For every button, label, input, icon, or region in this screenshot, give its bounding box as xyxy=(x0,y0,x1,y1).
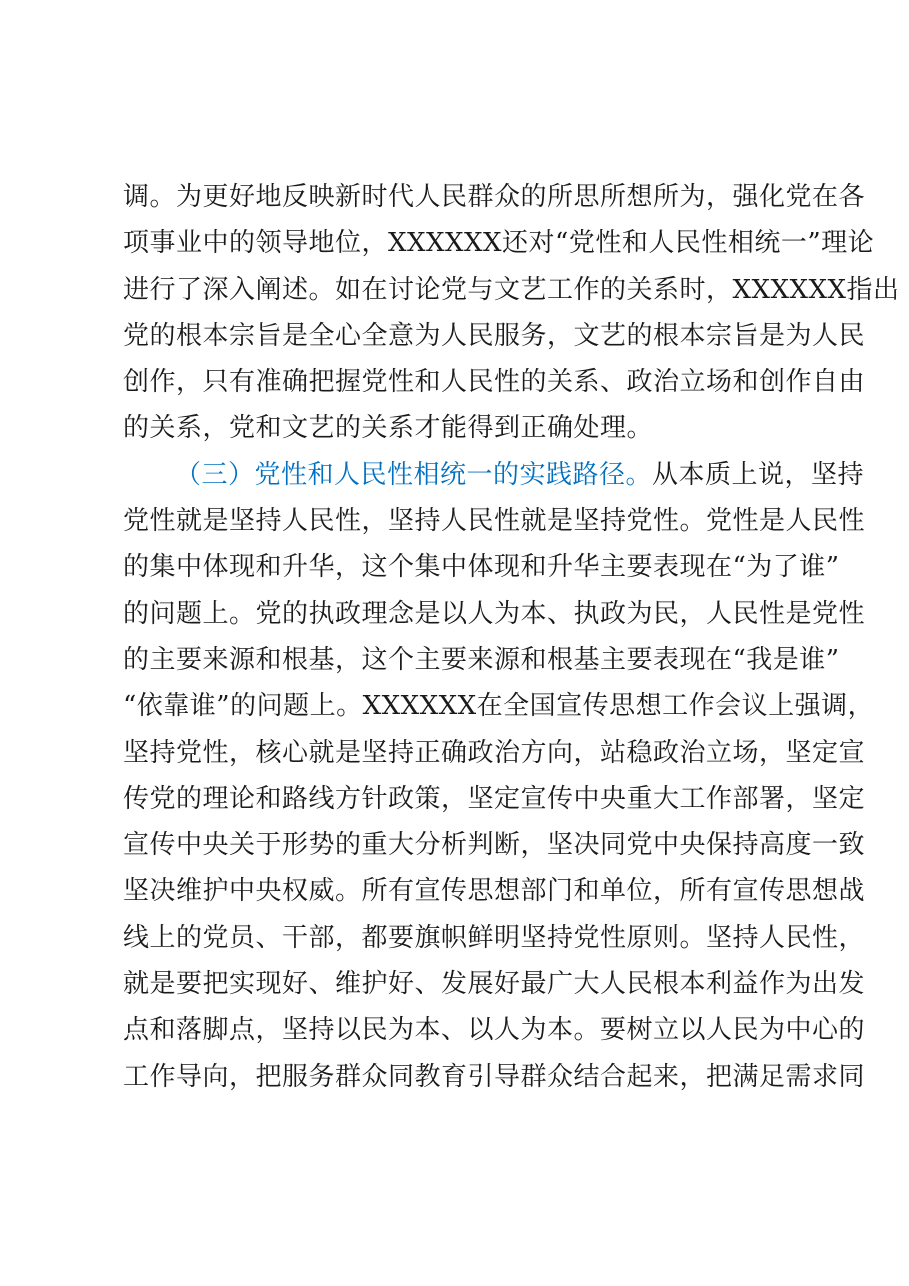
paragraph-1-line-6: 的关系，党和文艺的关系才能得到正确处理。 xyxy=(123,413,654,444)
body-text xyxy=(123,174,900,1100)
paragraph-2-first-line xyxy=(123,452,865,498)
paragraph-2-line-2: 党性就是坚持人民性，坚持人民性就是坚持党性。党性是人民性 xyxy=(123,506,866,537)
paragraph-2-line-6: “依靠谁”的问题上。XXXXXX在全国宣传思想工作会议上强调， xyxy=(123,691,875,722)
paragraph-2-first-line-rest: 从本质上说，坚持 xyxy=(652,459,865,490)
paragraph-2-line-7: 坚持党性，核心就是坚持正确政治方向，站稳政治立场，坚定宣 xyxy=(123,737,866,768)
paragraph-2-line-10: 坚决维护中央权威。所有宣传思想部门和单位，所有宣传思想战 xyxy=(123,876,866,907)
paragraph-1-line-2: 项事业中的领导地位，XXXXXX还对“党性和人民性相统一”理论 xyxy=(123,228,875,259)
section-heading: （三）党性和人民性相统一的实践路径。 xyxy=(175,459,653,490)
paragraph-2-line-14: 工作导向，把服务群众同教育引导群众结合起来，把满足需求同 xyxy=(123,1061,866,1092)
paragraph-2-line-11: 线上的党员、干部，都要旗帜鲜明坚持党性原则。坚持人民性， xyxy=(123,922,866,953)
paragraph-2-line-5: 的主要来源和根基，这个主要来源和根基主要表现在“我是谁” xyxy=(123,644,840,675)
paragraph-2-line-9: 宣传中央关于形势的重大分析判断，坚决同党中央保持高度一致 xyxy=(123,830,866,861)
paragraph-2-line-12: 就是要把实现好、维护好、发展好最广大人民根本利益作为出发 xyxy=(123,969,866,1000)
paragraph-2-line-8: 传党的理论和路线方针政策，坚定宣传中央重大工作部署，坚定 xyxy=(123,783,866,814)
paragraph-2-line-4: 的问题上。党的执政理念是以人为本、执政为民，人民性是党性 xyxy=(123,598,866,629)
paragraph-1-line-3: 进行了深入阐述。如在讨论党与文艺工作的关系时，XXXXXX指出 xyxy=(123,274,900,305)
paragraph-1-line-1: 调。为更好地反映新时代人民群众的所思所想所为，强化党在各 xyxy=(123,182,866,212)
paragraph-1-line-5: 创作，只有准确把握党性和人民性的关系、政治立场和创作自由 xyxy=(123,367,866,398)
paragraph-2-line-3: 的集中体现和升华，这个集中体现和升华主要表现在“为了谁” xyxy=(123,552,840,583)
paragraph-2-line-13: 点和落脚点，坚持以民为本、以人为本。要树立以人民为中心的 xyxy=(123,1015,866,1046)
paragraph-1-line-4: 党的根本宗旨是全心全意为人民服务，文艺的根本宗旨是为人民 xyxy=(123,320,866,351)
